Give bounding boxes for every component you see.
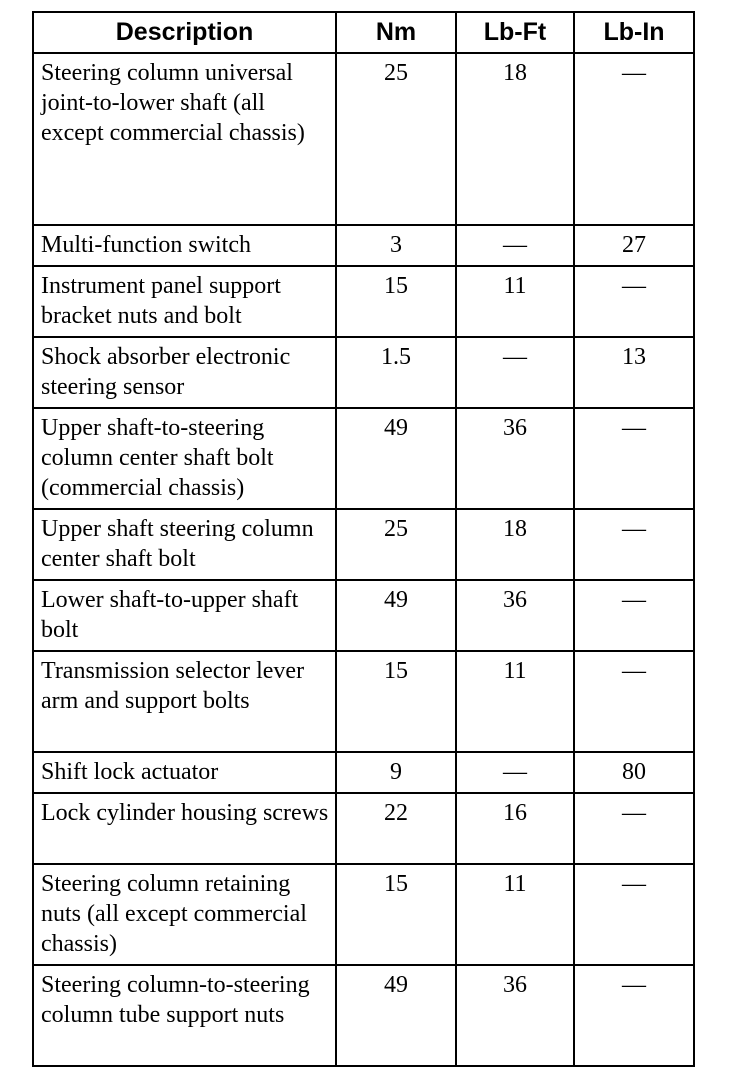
- header-nm: Nm: [336, 12, 456, 53]
- lb-in-cell: —: [574, 651, 694, 752]
- lb-ft-cell: 11: [456, 864, 574, 965]
- lb-in-cell: 80: [574, 752, 694, 793]
- table-row: [33, 266, 694, 337]
- table-row: [33, 965, 694, 1066]
- header-lb-ft: Lb-Ft: [456, 12, 574, 53]
- lb-ft-cell: 36: [456, 408, 574, 509]
- description-cell: Shift lock actuator: [33, 752, 336, 793]
- description-cell: Steering column universal joint-to-lower shaft (all except commercial chassis): [33, 53, 336, 225]
- torque-spec-table: [32, 11, 695, 1067]
- table-row: [33, 793, 694, 864]
- nm-cell: 49: [336, 580, 456, 651]
- nm-cell: 22: [336, 793, 456, 864]
- lb-in-cell: —: [574, 509, 694, 580]
- nm-cell: 15: [336, 864, 456, 965]
- table-row: [33, 337, 694, 408]
- lb-in-cell: 13: [574, 337, 694, 408]
- description-cell: Transmission selector lever arm and support bolts: [33, 651, 336, 752]
- table-row: [33, 509, 694, 580]
- lb-ft-cell: —: [456, 752, 574, 793]
- lb-in-cell: —: [574, 266, 694, 337]
- table-row: [33, 752, 694, 793]
- nm-cell: 1.5: [336, 337, 456, 408]
- lb-in-cell: —: [574, 580, 694, 651]
- description-cell: Shock absorber electronic steering sensor: [33, 337, 336, 408]
- header-description: Description: [33, 12, 336, 53]
- lb-ft-cell: 11: [456, 651, 574, 752]
- table-row: [33, 53, 694, 225]
- lb-in-cell: —: [574, 408, 694, 509]
- nm-cell: 3: [336, 225, 456, 266]
- lb-in-cell: —: [574, 864, 694, 965]
- table-row: [33, 408, 694, 509]
- header-row: [33, 12, 694, 53]
- table-row: [33, 864, 694, 965]
- table-row: [33, 225, 694, 266]
- nm-cell: 49: [336, 408, 456, 509]
- description-cell: Steering column-to-steering column tube support nuts: [33, 965, 336, 1066]
- lb-in-cell: 27: [574, 225, 694, 266]
- lb-ft-cell: 18: [456, 53, 574, 225]
- lb-in-cell: —: [574, 965, 694, 1066]
- lb-in-cell: —: [574, 793, 694, 864]
- description-cell: Instrument panel support bracket nuts and bolt: [33, 266, 336, 337]
- header-lb-in: Lb-In: [574, 12, 694, 53]
- lb-ft-cell: 36: [456, 580, 574, 651]
- nm-cell: 49: [336, 965, 456, 1066]
- description-cell: Upper shaft-to-steering column center shaft bolt (commercial chassis): [33, 408, 336, 509]
- lb-ft-cell: 18: [456, 509, 574, 580]
- description-cell: Lower shaft-to-upper shaft bolt: [33, 580, 336, 651]
- description-cell: Multi-function switch: [33, 225, 336, 266]
- table-row: [33, 651, 694, 752]
- nm-cell: 15: [336, 651, 456, 752]
- lb-ft-cell: 36: [456, 965, 574, 1066]
- lb-ft-cell: 11: [456, 266, 574, 337]
- lb-in-cell: —: [574, 53, 694, 225]
- nm-cell: 9: [336, 752, 456, 793]
- table-row: [33, 580, 694, 651]
- lb-ft-cell: 16: [456, 793, 574, 864]
- description-cell: Lock cylinder housing screws: [33, 793, 336, 864]
- lb-ft-cell: —: [456, 337, 574, 408]
- description-cell: Upper shaft steering column center shaft bolt: [33, 509, 336, 580]
- lb-ft-cell: —: [456, 225, 574, 266]
- nm-cell: 25: [336, 53, 456, 225]
- description-cell: Steering column retaining nuts (all except commercial chassis): [33, 864, 336, 965]
- nm-cell: 15: [336, 266, 456, 337]
- nm-cell: 25: [336, 509, 456, 580]
